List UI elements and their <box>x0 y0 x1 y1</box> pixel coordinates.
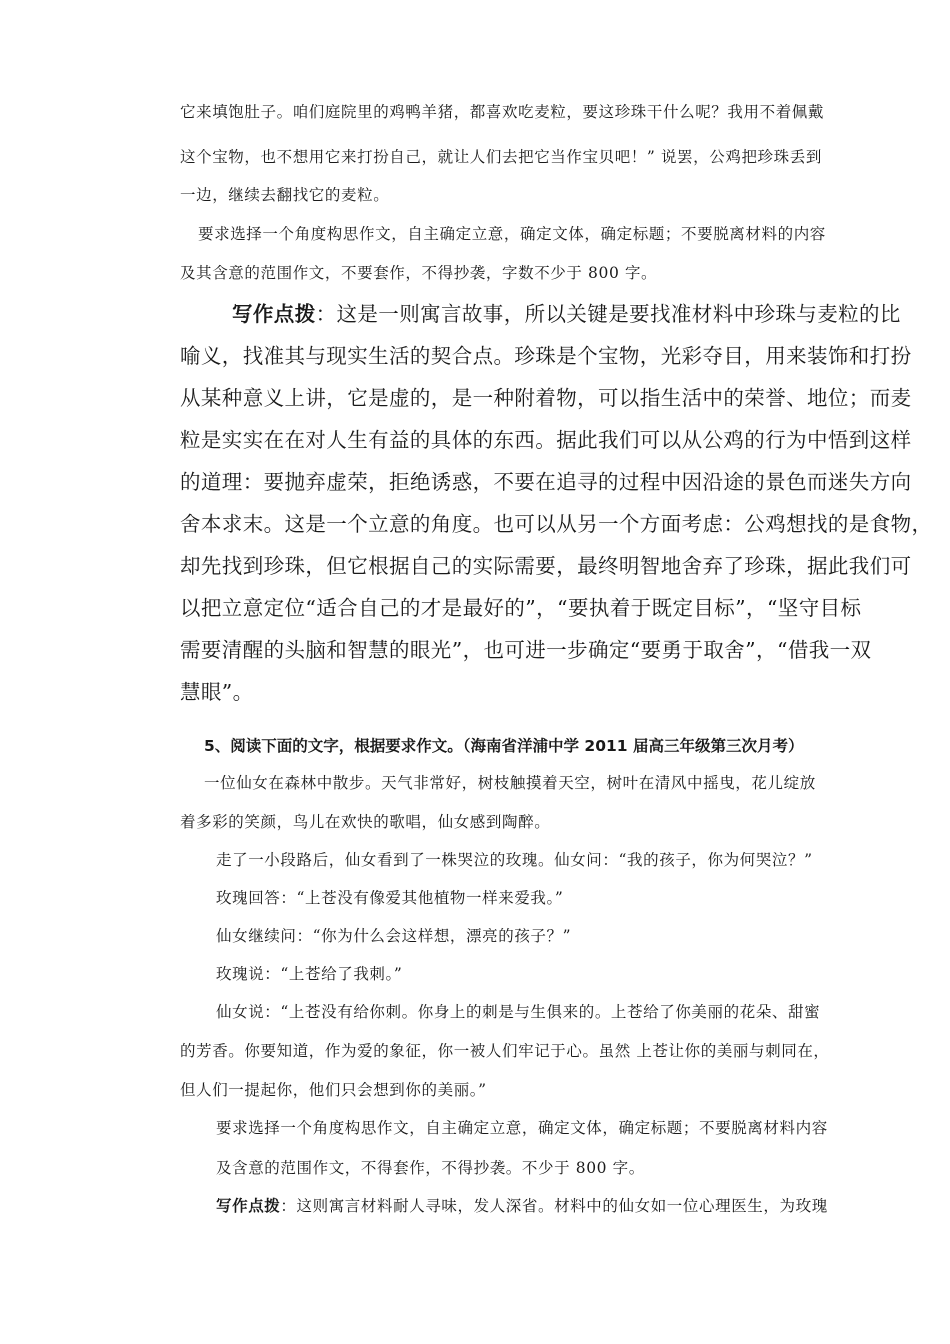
tip-line: 需要清醒的头脑和智慧的眼光”，也可进一步确定“要勇于取舍”，“借我一双 <box>180 638 872 662</box>
tip-line: 却先找到珍珠，但它根据自己的实际需要，最终明智地舍弃了珍珠，据此我们可 <box>180 554 912 578</box>
tip-first-line <box>232 297 901 327</box>
material-line: 玫瑰回答：“上苍没有像爱其他植物一样来爱我。” <box>216 889 564 907</box>
requirement-line: 要求选择一个角度构思作文，自主确定立意，确定文体，确定标题；不要脱离材料的内容 <box>198 225 826 243</box>
tip-text: ：这是一则寓言故事，所以关键是要找准材料中珍珠与麦粒的比 <box>315 302 901 326</box>
passage-line: 一边，继续去翻找它的麦粒。 <box>180 186 390 204</box>
tip-line <box>216 1194 828 1216</box>
material-line: 仙女继续问：“你为什么会这样想，漂亮的孩子？” <box>216 927 572 945</box>
tip-line: 从某种意义上讲，它是虚的，是一种附着物，可以指生活中的荣誉、地位；而麦 <box>180 386 912 410</box>
requirement-line: 及含意的范围作文，不得套作，不得抄袭。不少于 800 字。 <box>216 1159 645 1177</box>
material-line: 玫瑰说：“上苍给了我刺。” <box>216 965 403 983</box>
tip-line: 喻义，找准其与现实生活的契合点。珍珠是个宝物，光彩夺目，用来装饰和打扮 <box>180 344 912 368</box>
tip-text: ：这则寓言材料耐人寻味，发人深省。材料中的仙女如一位心理医生，为玫瑰 <box>280 1197 828 1215</box>
tip-line: 舍本求末。这是一个立意的角度。也可以从另一个方面考虑：公鸡想找的是食物， <box>180 512 933 536</box>
material-line: 走了一小段路后，仙女看到了一株哭泣的玫瑰。仙女问：“我的孩子，你为何哭泣？” <box>216 851 813 869</box>
tip-label: 写作点拨 <box>232 302 316 326</box>
tip-line: 粒是实实在在对人生有益的具体的东西。据此我们可以从公鸡的行为中悟到这样 <box>180 428 912 452</box>
question-heading: 5、阅读下面的文字，根据要求作文。（海南省洋浦中学 2011 届高三年级第三次月考） <box>204 737 804 755</box>
tip-line: 以把立意定位“适合自己的才是最好的”，“要执着于既定目标”，“坚守目标 <box>180 596 862 620</box>
requirement-line: 要求选择一个角度构思作文，自主确定立意，确定文体，确定标题；不要脱离材料内容 <box>216 1119 828 1137</box>
passage-line: 它来填饱肚子。咱们庭院里的鸡鸭羊猪，都喜欢吃麦粒，要这珍珠干什么呢？我用不着佩戴 <box>180 103 825 121</box>
material-line: 的芳香。你要知道，作为爱的象征，你一被人们牢记于心。虽然 上苍让你的美丽与刺同在， <box>180 1042 830 1060</box>
passage-line: 这个宝物，也不想用它来打扮自己，就让人们去把它当作宝贝吧！” 说罢，公鸡把珍珠丢到 <box>180 148 822 166</box>
material-line: 着多彩的笑颜，鸟儿在欢快的歌唱，仙女感到陶醉。 <box>180 813 551 831</box>
material-line: 但人们一提起你，他们只会想到你的美丽。” <box>180 1081 487 1099</box>
tip-line: 慧眼”。 <box>180 680 254 704</box>
tip-label: 写作点拨 <box>216 1196 281 1215</box>
tip-line: 的道理：要抛弃虚荣，拒绝诱惑，不要在追寻的过程中因沿途的景色而迷失方向 <box>180 470 912 494</box>
requirement-line: 及其含意的范围作文，不要套作，不得抄袭，字数不少于 800 字。 <box>180 264 658 282</box>
material-line: 一位仙女在森林中散步。天气非常好，树枝触摸着天空，树叶在清风中摇曳，花儿绽放 <box>204 774 816 792</box>
material-line: 仙女说：“上苍没有给你刺。你身上的刺是与生俱来的。上苍给了你美丽的花朵、甜蜜 <box>216 1003 821 1021</box>
